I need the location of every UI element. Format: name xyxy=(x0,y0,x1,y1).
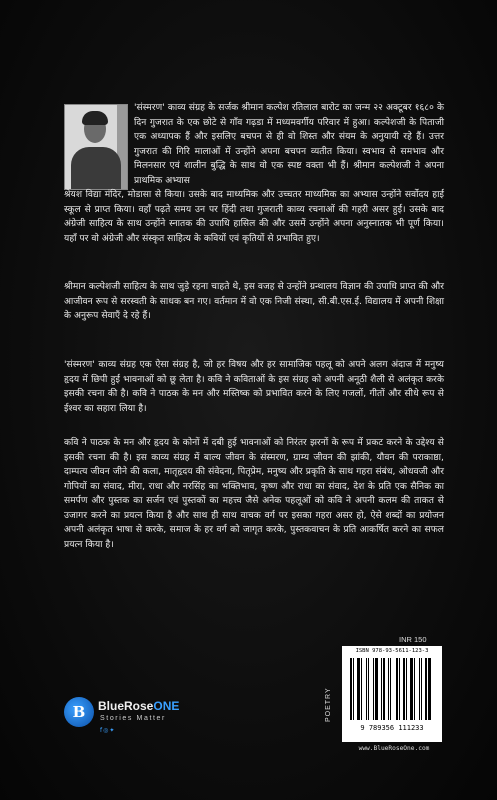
barcode-bar xyxy=(401,658,402,720)
barcode-bar xyxy=(425,658,427,720)
isbn-number: 9 789356 111233 xyxy=(360,724,424,732)
barcode-bar xyxy=(353,658,354,720)
barcode-bar xyxy=(388,658,389,720)
barcode-bars xyxy=(350,658,434,720)
barcode-bar xyxy=(390,658,391,720)
logo-letter: B xyxy=(72,703,86,721)
barcode-bar xyxy=(381,658,382,720)
barcode-bar xyxy=(414,658,415,720)
barcode-bar xyxy=(379,658,380,720)
barcode-bar xyxy=(416,658,418,720)
barcode-bar xyxy=(350,658,352,720)
barcode-bar xyxy=(406,658,407,720)
book-description-paragraph-2: कवि ने पाठक के मन और हृदय के कोनों में दबी हुई भावनाओं को निरंतर झरनों के रूप में प्रकट करने के उद्देश्य से इसकी रचना की है। इस काव्य संग्रह में बाल्य जीवन के संस्मरण, ग्राम्य जीवन की झांकी, यौवन की पराकाष्ठा, दाम्पत्य जीवन जीने की कला, मातृहृदय की संवेदना, पितृप्रेम, मनुष्य और प्रकृति के साथ गहरा संबंध, ओधवजी और गोपियों का संवाद, मीरा, राधा और नरसिंह का भक्तिभाव, कृष्ण और राधा का संवाद, देश के प्रति एक सैनिक का समर्पण और पुस्तक का सर्जन एवं पुस्तकों का महत्त्व जैसे अनेक पहलूओं को कवि ने अपनी कलम की ताकत से उजागर करने का प्रयत्न किया है और साथ ही साथ वाचक वर्ग पर इसका गहरा असर हो, ऐसे शब्दों का प्रयोजन अपनी अलंकृत भाषा से करके, समाज के हर वर्ग को जागृत करके, पुस्तकवाचन के प्रति आकर्षित करने का सफल प्रयत्न किया है। xyxy=(64,438,444,550)
barcode-bar xyxy=(373,658,374,720)
publisher-logo-icon xyxy=(64,697,94,727)
author-bio-paragraph-1-bottom: श्रेयश विद्या मंदिर, मोडासा से किया। उसके बाद माध्यमिक और उच्चतर माध्यमिक का अभ्यास उन्होंने सर्वोदय हाई स्कूल से प्राप्त किया। वहाँ पढ़ते समय उन पर हिंदी तथा गुजराती काव्य रचनाओं की गहरी असर हुई। उसके बाद अंग्रेजी साहित्य के साथ उन्होंने स्नातक की उपाधि हासिल की और उसमें उन्होंने अपना अनुस्नातक भी पूर्ण किया। यहाँ पर वो अंग्रेजी और संस्कृत साहित्य के कवियों एवं कृतियों से प्रभावित हुए। xyxy=(64,190,444,244)
barcode-bar xyxy=(403,658,405,720)
book-description-paragraph-1: 'संस्मरण' काव्य संग्रह एक ऐसा संग्रह है, जो हर विषय और हर सामाजिक पहलू को अपने अलग अंदाज में मनुष्य हृदय में छिपी हुई भावनाओं को छू लेता है। कवि ने कविताओं के इस संग्रह को अपनी अनूठी शैली से अलंकृत करके इसकी रचना की है। कवि ने पाठक के मन और मस्तिष्क को प्रभावित करने के लिए गजलों, गीतों और सीधे रूप से ईश्वर का सहारा लिया है। xyxy=(64,360,444,414)
barcode-bar xyxy=(428,658,431,720)
barcode-bar xyxy=(366,658,367,720)
barcode-bar xyxy=(419,658,420,720)
isbn-text: ISBN 978-93-5611-123-3 xyxy=(355,648,429,654)
barcode-bar xyxy=(383,658,385,720)
publisher-name: BlueRoseONE xyxy=(98,699,180,713)
barcode-bar xyxy=(421,658,422,720)
author-bio-paragraph-1-top: 'संस्मरण' काव्य संग्रह के सर्जक श्रीमान कल्पेश रतिलाल बारोट का जन्म २२ अक्टूबर १६८० के दिन गुजरात के एक छोटे से गाँव गढ़डा में मध्यमवर्गीय परिवार में हुआ। कल्पेशजी के पिताजी एक अध्यापक हैं और इसलिए बचपन से ही वो शिस्त और संयम के अनुयायी रहे हैं। उत्तर गुजरात की गिरि मालाओं में उन्होंने अपना बचपन व्यतीत किया। स्वभाव से समभाव और मिलनसार एवं शालीन बुद्धि के साथ वो एक स्पष्ट वक्ता भी हैं। श्रीमान कल्पेशजी ने अपना प्राथमिक अभ्यास xyxy=(134,103,444,186)
author-photo xyxy=(64,104,128,190)
author-bio-paragraph-2: श्रीमान कल्पेशजी साहित्य के साथ जुड़े रहना चाहते थे, इस वजह से उन्होंने ग्रन्थालय विज्ञान की उपाधि प्राप्त की और आजीवन रूप से सरस्वती के साधक बन गए। वर्तमान में वो एक निजी संस्था, सी.बी.एस.ई. विद्यालय में अपनी शिक्षा के अनुरूप सेवाएँ दे रहे हैं। xyxy=(64,282,444,321)
genre-label: POETRY xyxy=(325,687,332,722)
price-label: INR 150 xyxy=(399,635,427,644)
barcode-bar xyxy=(386,658,387,720)
barcode-bar xyxy=(423,658,424,720)
publisher-website: www.BlueRoseOne.com xyxy=(358,745,430,752)
barcode-bar xyxy=(370,658,372,720)
barcode-bar xyxy=(355,658,356,720)
barcode-bar xyxy=(361,658,362,720)
barcode-bar xyxy=(375,658,378,720)
isbn-barcode xyxy=(342,646,442,742)
barcode-bar xyxy=(363,658,365,720)
barcode-bar xyxy=(368,658,369,720)
barcode-bar xyxy=(410,658,413,720)
publisher-tagline: Stories Matter xyxy=(100,715,166,722)
social-icons: f◎✦ xyxy=(100,727,116,734)
barcode-bar xyxy=(399,658,400,720)
barcode-bar xyxy=(396,658,398,720)
barcode-bar xyxy=(408,658,409,720)
barcode-bar xyxy=(392,658,395,720)
barcode-bar xyxy=(357,658,360,720)
